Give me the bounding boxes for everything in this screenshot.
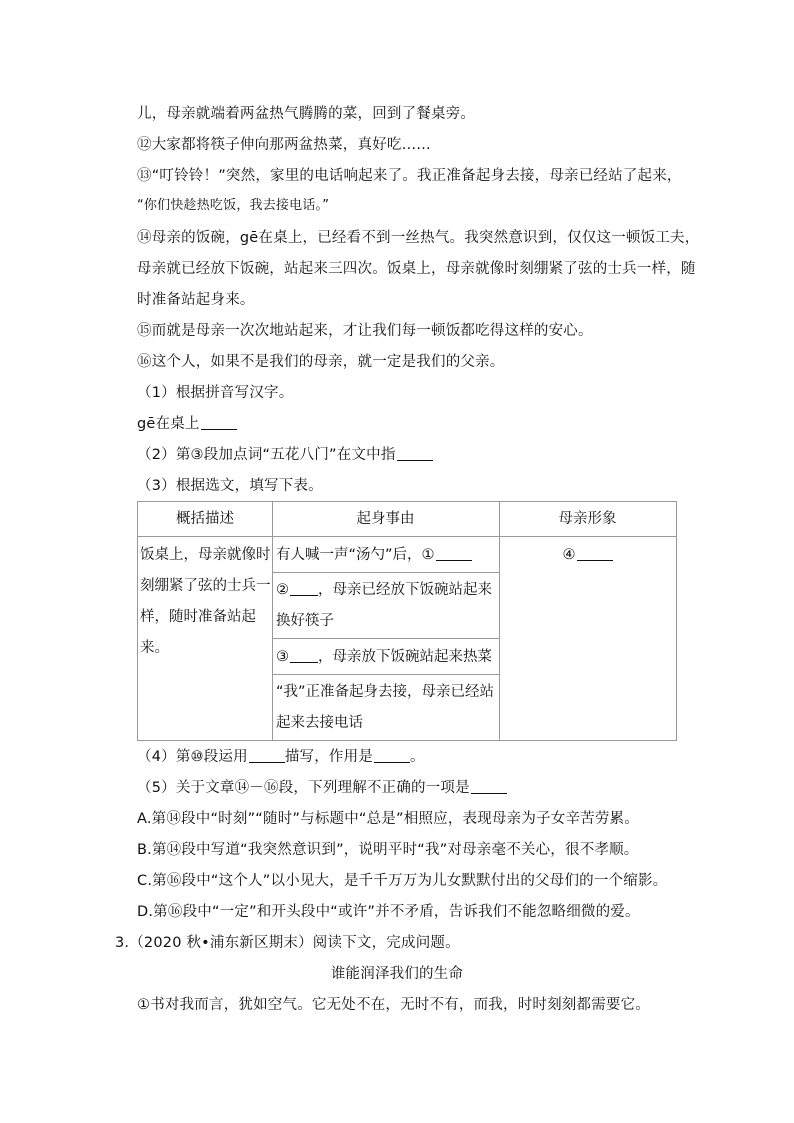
answer-blank[interactable] [290,648,318,663]
table-header-reason: 起身事由 [356,511,415,527]
question-1-prompt: gē在桌上 [137,416,200,432]
answer-blank[interactable] [436,546,472,561]
paragraph-11-end: 儿，母亲就端着两盆热气腾腾的菜，回到了餐桌旁。 [137,106,476,122]
paragraph-12: ⑫大家都将筷子伸向那两盆热菜，真好吃…… [137,137,431,153]
reason-row-3 [276,642,498,673]
table-summary-cell [140,540,272,664]
answer-blank[interactable] [249,748,285,763]
paragraph-14-line-1: ⑭母亲的饭碗，gē在桌上，已经看不到一丝热气。我突然意识到，仅仅这一顿饭工夫， [137,230,700,246]
question-4-part-2: 描写，作用是 [284,749,374,765]
question-4-part-3: 。 [410,749,425,765]
summary-line-2: 刻绷紧了弦的士兵一 [140,578,271,594]
answer-blank[interactable] [397,446,433,461]
reason-3-text: ，母亲放下饭碗站起来热菜 [318,649,492,665]
question-5-text: （5）关于文章⑭－⑯段，下列理解不正确的一项是 [137,780,470,796]
table-header-summary: 概括描述 [176,511,234,527]
option-c[interactable]: C.第⑯段中“这个人”以小见大，是千千万万为儿女默默付出的父母们的一个缩影。 [137,873,668,889]
question-3: （3）根据选文，填写下表。 [137,478,323,494]
paragraph-16: ⑯这个人，如果不是我们的母亲，就一定是我们的父亲。 [137,354,505,370]
answer-blank[interactable] [374,748,410,763]
reason-3-marker: ③ [276,649,289,665]
option-d[interactable]: D.第⑯段中“一定”和开头段中“或许”并不矛盾，告诉我们不能忽略细微的爱。 [137,904,640,920]
question-2 [137,445,433,465]
reason-2-text-cont: 换好筷子 [276,613,334,629]
article-title: 谁能润泽我们的生命 [330,966,464,982]
reason-row-4 [276,677,498,739]
article-paragraph-1: ①书对我而言，犹如空气。它无处不在，无时不有，而我，时时刻刻都需要它。 [137,997,650,1013]
paragraph-13-line-2: “你们快趁热吃饭，我去接电话。” [137,198,330,213]
summary-line-1: 饭桌上，母亲就像时 [140,547,271,563]
question-1: （1）根据拼音写汉字。 [137,385,294,401]
option-b[interactable]: B.第⑭段中写道“我突然意识到”，说明平时“我”对母亲毫不关心，很不孝顺。 [137,842,639,858]
question-1-answer-line [137,414,237,434]
question-4 [137,747,425,767]
reason-4-line-2: 起来去接电话 [276,715,363,731]
reason-1-text: 有人喊一声“汤勺”后，① [276,547,435,563]
question-4-part-1: （4）第⑩段运用 [137,749,248,765]
paragraph-15: ⑮而就是母亲一次次地站起来，才让我们每一顿饭都吃得这样的安心。 [137,323,593,339]
mother-image-cell [499,540,676,571]
option-a[interactable]: A.第⑭段中“时刻”“随时”与标题中“总是”相照应，表现母亲为子女辛苦劳累。 [137,811,639,827]
reason-4-line-1: “我”正准备起身去接，母亲已经站 [276,684,495,700]
question-5 [137,778,507,798]
answer-blank[interactable] [577,546,613,561]
reason-2-text: ，母亲已经放下饭碗站起来 [318,582,492,598]
summary-line-3: 样，随时准备站起来。 [140,609,256,656]
reason-row-1 [276,540,498,571]
answer-blank[interactable] [471,779,507,794]
image-marker: ④ [562,547,576,563]
reason-row-2 [276,575,498,637]
problem-3-header: 3.（2020 秋•浦东新区期末）阅读下文，完成问题。 [115,935,460,951]
paragraph-13-line-1: ⑬“叮铃铃！”突然，家里的电话响起来了。我正准备起身去接，母亲已经站了起来， [137,168,682,184]
answer-blank[interactable] [290,581,318,596]
reason-2-marker: ② [276,582,289,598]
answer-blank[interactable] [201,415,237,430]
answer-table [137,501,677,741]
question-2-text: （2）第③段加点词“五花八门”在文中指 [137,447,396,463]
paragraph-14-line-3: 时准备站起身来。 [137,292,255,308]
table-header-image: 母亲形象 [558,511,617,527]
paragraph-14-line-2: 母亲就已经放下饭碗，站起来三四次。饭桌上，母亲就像时刻绷紧了弦的士兵一样，随 [137,261,696,277]
